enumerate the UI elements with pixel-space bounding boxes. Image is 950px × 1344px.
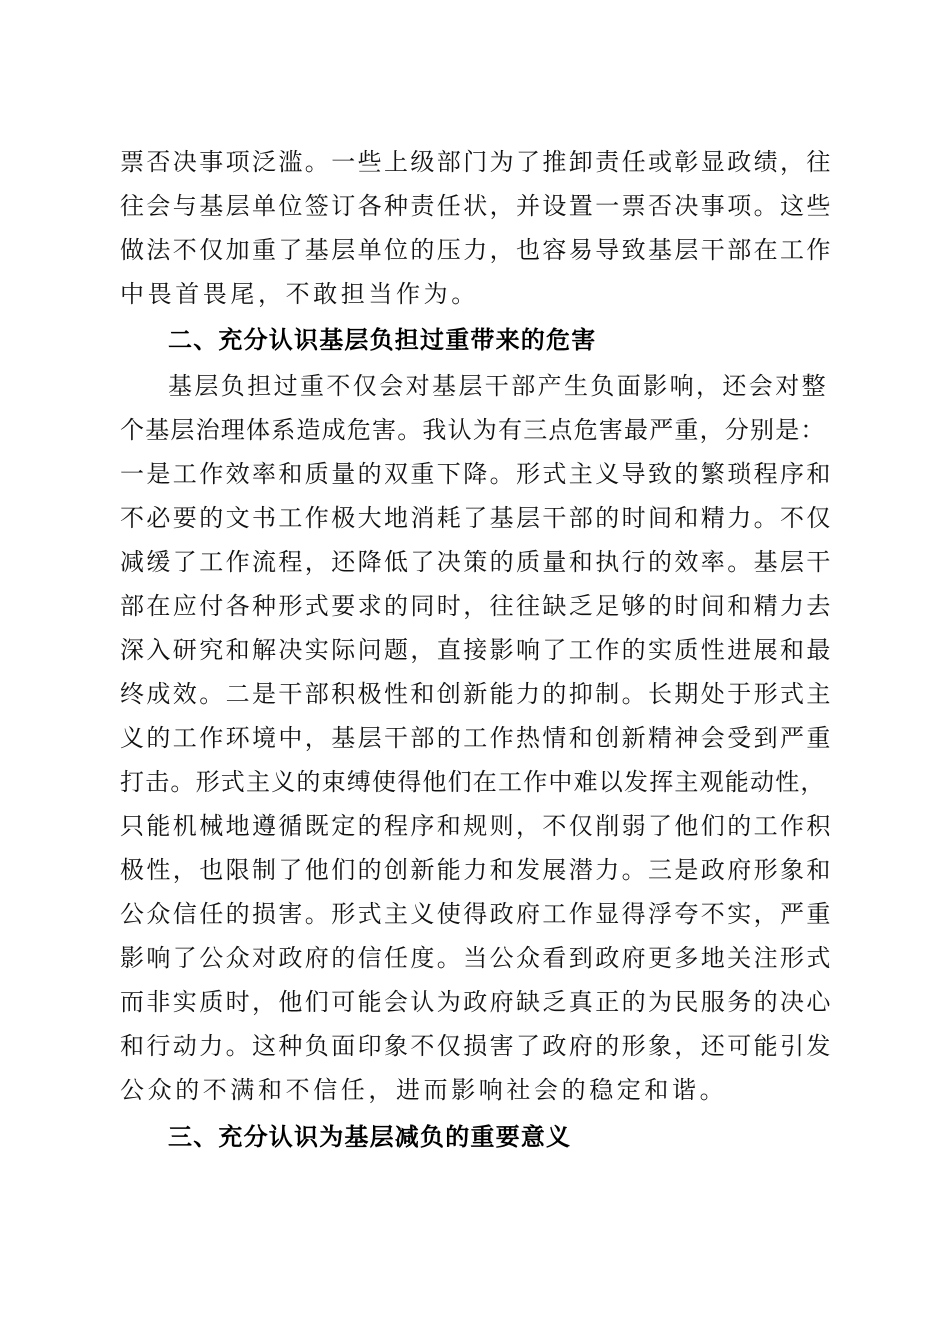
paragraph-2-line-7: 深入研究和解决实际问题，直接影响了工作的实质性进展和最 [120,636,833,664]
paragraph-1-line-4: 中畏首畏尾，不敢担当作为。 [120,280,479,308]
paragraph-2-line-4: 不必要的文书工作极大地消耗了基层干部的时间和精力。不仅 [120,504,833,532]
paragraph-2-line-2: 个基层治理体系造成危害。我认为有三点危害最严重，分别是： [120,416,826,444]
paragraph-2-line-9: 义的工作环境中，基层干部的工作热情和创新精神会受到严重 [120,724,833,752]
paragraph-2-line-5: 减缓了工作流程，还降低了决策的质量和执行的效率。基层干 [120,548,833,576]
paragraph-2-line-16: 和行动力。这种负面印象不仅损害了政府的形象，还可能引发 [120,1032,833,1060]
paragraph-1-line-2: 往会与基层单位签订各种责任状，并设置一票否决事项。这些 [120,192,833,220]
paragraph-2-line-10: 打击。形式主义的束缚使得他们在工作中难以发挥主观能动性， [120,768,826,796]
section-heading-2: 二、充分认识基层负担过重带来的危害 [168,326,597,354]
paragraph-2-line-3: 一是工作效率和质量的双重下降。形式主义导致的繁琐程序和 [120,460,833,488]
section-heading-3: 三、充分认识为基层减负的重要意义 [168,1123,572,1151]
paragraph-2-line-11: 只能机械地遵循既定的程序和规则，不仅削弱了他们的工作积 [120,812,833,840]
paragraph-2-line-15: 而非实质时，他们可能会认为政府缺乏真正的为民服务的决心 [120,988,833,1016]
paragraph-2-line-6: 部在应付各种形式要求的同时，往往缺乏足够的时间和精力去 [120,592,833,620]
paragraph-2-line-14: 影响了公众对政府的信任度。当公众看到政府更多地关注形式 [120,944,833,972]
paragraph-1-line-3: 做法不仅加重了基层单位的压力，也容易导致基层干部在工作 [120,236,833,264]
paragraph-1-line-1: 票否决事项泛滥。一些上级部门为了推卸责任或彰显政绩，往 [120,148,833,176]
paragraph-2-line-12: 极性，也限制了他们的创新能力和发展潜力。三是政府形象和 [120,856,833,884]
paragraph-2-line-1: 基层负担过重不仅会对基层干部产生负面影响，还会对整 [168,372,828,400]
paragraph-2-line-13: 公众信任的损害。形式主义使得政府工作显得浮夸不实，严重 [120,900,833,928]
paragraph-2-line-8: 终成效。二是干部积极性和创新能力的抑制。长期处于形式主 [120,680,833,708]
paragraph-2-line-17: 公众的不满和不信任，进而影响社会的稳定和谐。 [120,1076,728,1104]
